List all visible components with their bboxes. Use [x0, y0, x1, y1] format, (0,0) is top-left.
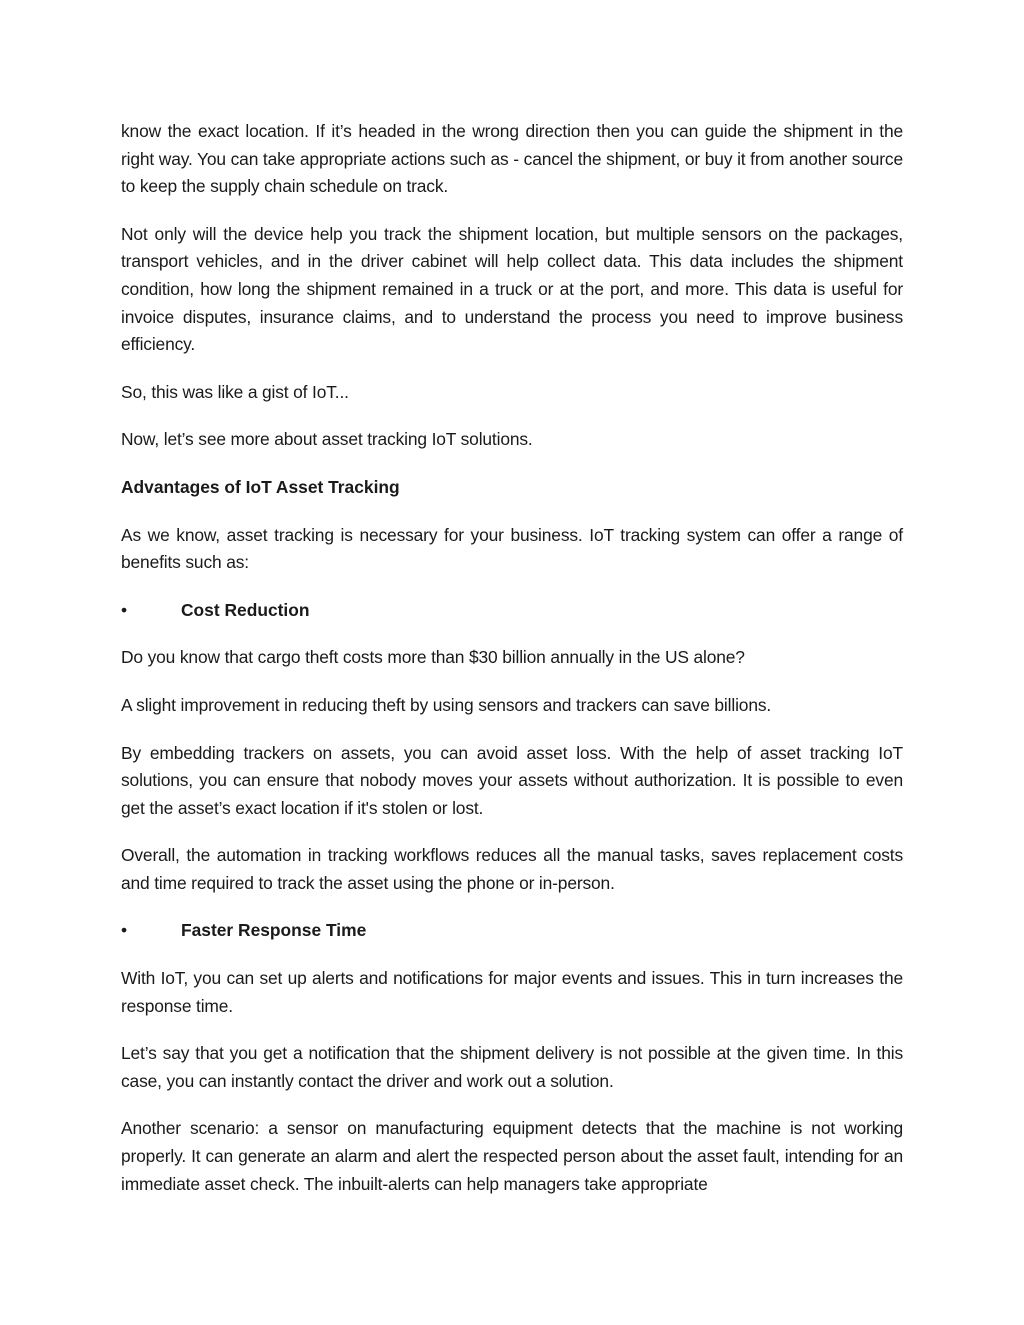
bullet-label: Cost Reduction [181, 599, 310, 620]
paragraph: A slight improvement in reducing theft by using sensors and trackers can save billions. [121, 694, 772, 715]
paragraph: know the exact location. If it’s headed in the wrong direction then you can guide the shipment in the right way. You can take appropriate actions such as - cancel the shipment, or buy it from another source to keep the supply chain schedule on track. [121, 121, 903, 197]
paragraph: As we know, asset tracking is necessary for your business. IoT tracking system can offer a range of benefits such as: [121, 524, 903, 573]
paragraph: By embedding trackers on assets, you can avoid asset loss. With the help of asset tracking IoT solutions, you can ensure that nobody moves your assets without authorization. It is possible to even get the asset’s exact location if it's stolen or lost. [121, 742, 903, 818]
document-page [121, 118, 903, 1218]
bullet-mark: • [121, 599, 128, 620]
paragraph: With IoT, you can set up alerts and notifications for major events and issues. This in turn increases the response time. [121, 968, 903, 1016]
bullet-label: Faster Response Time [181, 920, 367, 941]
paragraph: Let’s say that you get a notification that the shipment delivery is not possible at the given time. In this case, you can instantly contact the driver and work out a solution. [121, 1043, 903, 1091]
paragraph: So, this was like a gist of IoT... [121, 381, 349, 402]
paragraph: Another scenario: a sensor on manufacturing equipment detects that the machine is not working properly. It can generate an alarm and alert the respected person about the asset fault, intending for an immediate asset check. The inbuilt-alerts can help managers take appropriate [121, 1118, 903, 1194]
paragraph: Overall, the automation in tracking workflows reduces all the manual tasks, saves replacement costs and time required to track the asset using the phone or in-person. [121, 845, 903, 893]
paragraph: Not only will the device help you track the shipment location, but multiple sensors on the packages, transport vehicles, and in the driver cabinet will help collect data. This data includes the shipment condition, how long the shipment remained in a truck or at the port, and more. This data is useful for invoice disputes, insurance claims, and to understand the process you need to improve business efficiency. [121, 223, 903, 355]
paragraph: Do you know that cargo theft costs more than $30 billion annually in the US alone? [121, 647, 745, 668]
section-heading: Advantages of IoT Asset Tracking [121, 476, 400, 497]
bullet-item-cost-reduction [121, 597, 903, 625]
paragraph: Now, let’s see more about asset tracking IoT solutions. [121, 429, 533, 450]
bullet-item-faster-response-time [121, 917, 903, 945]
bullet-mark: • [121, 920, 128, 941]
